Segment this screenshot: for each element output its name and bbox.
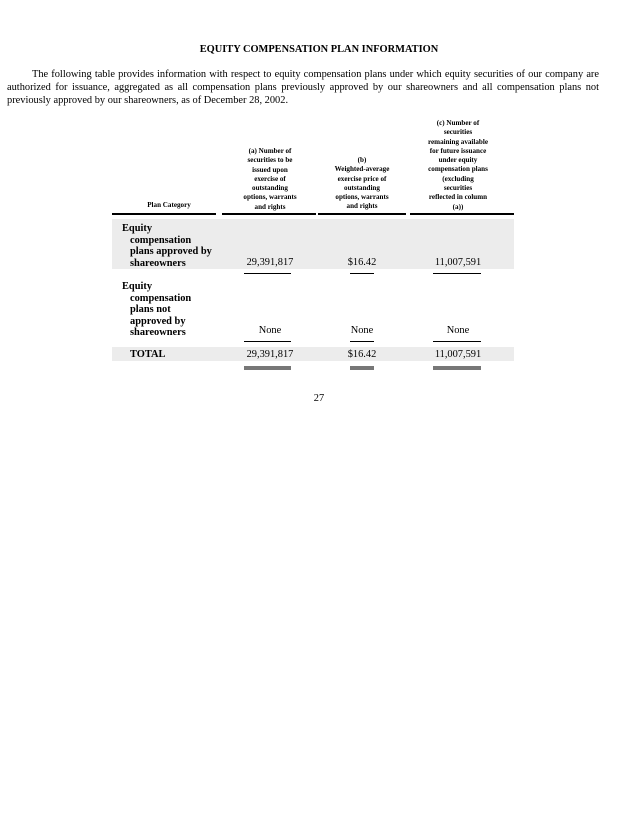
row-category-not-approved [122,281,191,339]
category-line: Equity [122,281,153,292]
header-col-b-line: outstanding [344,183,380,192]
row-category-total [122,349,165,361]
total-double-rule [433,366,481,370]
cell-not-approved-b: None [350,325,374,336]
header-col-c-line: reflected in column [428,193,488,202]
category-line: compensation [130,292,192,304]
subtotal-rule [433,341,481,342]
header-col-c-line: for future issuance [429,146,487,155]
cell-total-a: 29,391,817 [246,349,294,360]
header-col-a-line: outstanding [252,184,288,193]
header-col-a-line: and rights [254,202,286,211]
header-col-c [410,119,506,212]
header-col-b-line: Weighted-average [334,165,390,174]
cell-approved-c: 11,007,591 [434,257,482,268]
header-col-b-line: and rights [346,202,378,211]
cell-approved-a: 29,391,817 [246,257,294,268]
header-col-a-line: options, warrants [243,193,297,202]
header-col-c-line: remaining available [428,137,488,146]
row-category-approved [122,223,212,269]
category-line: plans approved by [130,246,212,258]
header-col-c-line: (excluding [442,174,474,183]
header-col-a-line: issued upon [252,165,288,174]
header-underline [222,213,316,215]
header-underline [410,213,514,215]
header-col-c-line: securities [443,128,473,137]
cell-approved-b: $16.42 [347,257,377,268]
header-col-b [318,156,406,212]
category-line: plans not [130,304,171,316]
cell-total-b: $16.42 [347,349,377,360]
header-col-a-line: exercise of [254,174,286,183]
total-double-rule [244,366,291,370]
category-line: shareowners [130,257,186,269]
header-col-c-line: under equity [438,156,478,165]
header-col-a-line: securities to be [247,156,293,165]
header-underline [318,213,406,215]
header-col-b-line: exercise price of [337,174,387,183]
page-number: 27 [313,393,325,404]
intro-paragraph: The following table provides information with respect to equity compensation plans under which equity securities of our company are authorized for issuance, aggregated as all compensation plans previously approved by our shareowners and all compensation plans not previously approved by our shareowners, as of December 28, 2002. [7,69,599,106]
header-col-c-line: (a)) [452,202,464,211]
header-col-c-line: (c) Number of [436,119,480,127]
cell-total-c: 11,007,591 [434,349,482,360]
category-line: TOTAL [130,349,166,360]
subtotal-rule [244,273,291,274]
subtotal-rule [433,273,481,274]
subtotal-rule [350,341,374,342]
header-col-a [224,147,316,212]
category-line: approved by [130,315,186,327]
page-title: EQUITY COMPENSATION PLAN INFORMATION [199,44,439,55]
cell-not-approved-c: None [446,325,470,336]
total-double-rule [350,366,374,370]
header-col-a-line: (a) Number of [248,147,292,155]
category-line: shareowners [130,327,186,339]
header-underline [112,213,216,215]
subtotal-rule [350,273,374,274]
header-col-c-line: securities [443,184,473,193]
cell-not-approved-a: None [258,325,282,336]
header-col-b-line: (b) [357,156,367,164]
category-line: Equity [122,223,153,234]
header-plan-category: Plan Category [147,201,191,209]
category-line: compensation [130,234,192,246]
subtotal-rule [244,341,291,342]
header-col-c-line: compensation plans [428,165,488,174]
header-col-b-line: options, warrants [335,193,389,202]
